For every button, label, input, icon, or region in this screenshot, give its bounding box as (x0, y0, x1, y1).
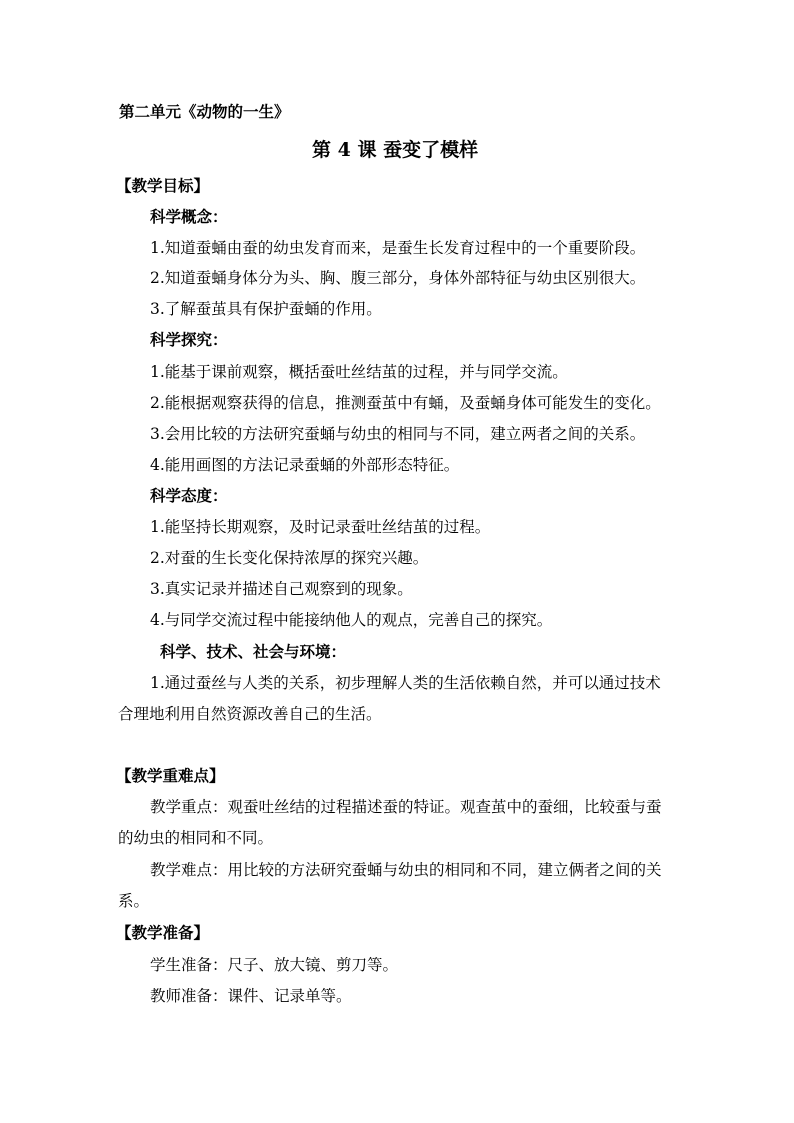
concept-item: 3.了解蚕茧具有保护蚕蛹的作用。 (150, 300, 382, 318)
attitude-label: 科学态度： (150, 486, 228, 505)
inquiry-item: 1.能基于课前观察，概括蚕吐丝结茧的过程，并与同学交流。 (150, 363, 568, 381)
inquiry-item: 3.会用比较的方法研究蚕蛹与幼虫的相同与不同，建立两者之间的关系。 (150, 425, 646, 443)
objectives-heading: 【教学目标】 (116, 176, 210, 195)
stse-item-continued: 合理地利用自然资源改善自己的生活。 (118, 705, 382, 723)
lesson-title: 第 4 课 蚕变了模样 (312, 139, 479, 161)
preparation-heading: 【教学准备】 (116, 923, 210, 942)
stse-item: 1.通过蚕丝与人类的关系，初步理解人类的生活依赖自然，并可以通过技术 (150, 674, 661, 692)
difficulty-text-continued: 系。 (118, 892, 150, 910)
attitude-item: 4.与同学交流过程中能接纳他人的观点，完善自己的探究。 (150, 611, 553, 629)
key-points-heading: 【教学重难点】 (116, 766, 225, 785)
attitude-item: 3.真实记录并描述自己观察到的现象。 (150, 580, 413, 598)
inquiry-label: 科学探究： (150, 330, 228, 349)
teacher-preparation: 教师准备：课件、记录单等。 (150, 987, 352, 1005)
concept-item: 2.知道蚕蛹身体分为头、胸、腹三部分，身体外部特征与幼虫区别很大。 (150, 269, 646, 287)
key-point-text: 教学重点：观蚕吐丝结的过程描述蚕的特证。观查茧中的蚕细，比较蚕与蚕 (150, 798, 662, 816)
difficulty-text: 教学难点：用比较的方法研究蚕蛹与幼虫的相同和不同，建立俩者之间的关 (150, 861, 662, 879)
unit-heading: 第二单元《动物的一生》 (119, 102, 290, 121)
stse-label: 科学、技术、社会与环境： (160, 642, 347, 661)
inquiry-item: 4.能用画图的方法记录蚕蛹的外部形态特征。 (150, 456, 460, 474)
student-preparation: 学生准备：尺子、放大镜、剪刀等。 (150, 956, 399, 974)
concepts-label: 科学概念： (150, 207, 228, 226)
attitude-item: 2.对蚕的生长变化保持浓厚的探究兴趣。 (150, 549, 429, 567)
attitude-item: 1.能坚持长期观察，及时记录蚕吐丝结茧的过程。 (150, 518, 491, 536)
concept-item: 1.知道蚕蛹由蚕的幼虫发育而来，是蚕生长发育过程中的一个重要阶段。 (150, 239, 646, 257)
key-point-text-continued: 的幼虫的相同和不同。 (118, 829, 274, 847)
inquiry-item: 2.能根据观察获得的信息，推测蚕茧中有蛹，及蚕蛹身体可能发生的变化。 (150, 394, 661, 412)
